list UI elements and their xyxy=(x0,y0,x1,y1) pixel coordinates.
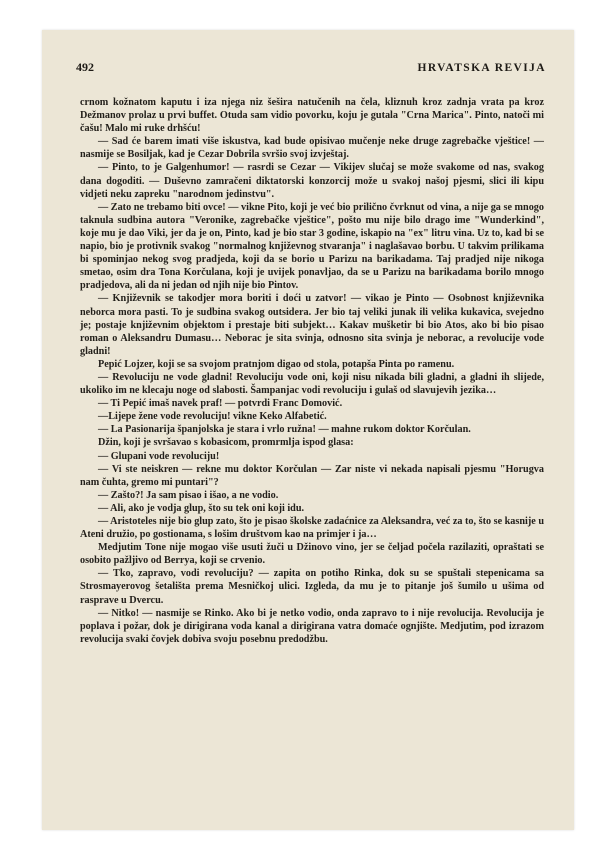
paragraph: —Lijepe žene vode revoluciju! vikne Keko Alfabetić. xyxy=(98,411,327,423)
paragraph: — Pinto, to je Galgenhumor! — rasrdi se Cezar — Vikijev slučaj se može svakome od nas, svakog dana dogoditi. — Duševno zamračeni diktatorski konzorcij može u svakoj našoj pjesmi, slici ili kipu vidjeti neku zapreku "narodnom jedinstvu". xyxy=(80,162,544,200)
paragraph: — Vi ste neiskren — rekne mu doktor Korčulan — Zar niste vi nekada napisali pjesmu "Horugva nam čuhta, gremo mi puntari"? xyxy=(80,463,544,488)
running-title: HRVATSKA REVIJA xyxy=(417,62,546,74)
paragraph: — Zašto?! Ja sam pisao i išao, a ne vodio. xyxy=(98,489,279,501)
paragraph: — Tko, zapravo, vodi revoluciju? — zapita on potiho Rinka, dok su se spuštali stepenicama sa Strosmayerovog šetališta prema Mesničkoj ulici. Izgleda, da mu je to pitanje još šumilo u ušima od rasprave u Dvercu. xyxy=(80,568,544,606)
paragraph: — Ali, ako je vodja glup, što su tek oni koji idu. xyxy=(98,502,305,514)
paragraph: — Glupani vode revoluciju! xyxy=(98,450,220,462)
paragraph: — Nitko! — nasmije se Rinko. Ako bi je netko vodio, onda zapravo to i nije revolucija. Revolucija je poplava i požar, dok je dirigirana voda kanal a dirigirana vatra domaće ognjište. Medjutim, pod izrazom revolucija svaki čovjek dobiva svoju posebnu predodžbu. xyxy=(80,607,544,645)
paragraph: Pepić Lojzer, koji se sa svojom pratnjom digao od stola, potapša Pinta po ramenu. xyxy=(98,358,455,370)
paragraph: — La Pasionarija španjolska je stara i vrlo ružna! — mahne rukom doktor Korčulan. xyxy=(98,424,471,436)
paragraph: crnom kožnatom kaputu i iza njega niz šešira natučenih na čela, kliznuh kroz zadnja vrata pa kroz Dežmanov prolaz u prvi buffet. Otuda sam vidio povorku, koju je gutala "Crna Marica". Pinto, natoči mi čašu! Malo mi ruke drhšću! xyxy=(80,97,544,135)
paragraph: — Revoluciju ne vode gladni! Revoluciju vode oni, koji nisu nikada bili gladni, a gladni ih slijede, ukoliko im ne klecaju noge od slabosti. Šampanjac vodi revoluciju i gulaš od slavujevih jezika… xyxy=(80,371,544,397)
paragraph: Džin, koji je svršavao s kobasicom, promrmlja ispod glasa: xyxy=(98,437,354,449)
paragraph: — Književnik se takodjer mora boriti i doći u zatvor! — vikao je Pinto — Osobnost književnika neborca mora pasti. To je sudbina svakog outsidera. Jer bio taj veliki junak ili velika kukavica, svejedno je; postaje književnim objektom i prestaje biti subjekt… Kakav mušketir bi bio Atos, ako bi bio pisao roman o Aleksandru Dumasu… Neborac je sita svinja, odnosno sita svinja je neborac, a revolucije vode gladni! xyxy=(80,293,544,357)
paragraph: Medjutim Tone nije mogao više usuti žuči u Džinovo vino, jer se čeljad počela razilaziti, opraštati se osobito pažljivo od Berrya, koji se crvenio. xyxy=(80,542,544,567)
book-page xyxy=(42,30,574,830)
paragraph: — Aristoteles nije bio glup zato, što je pisao školske zadaćnice za Aleksandra, već za to, što se kasnije u Ateni družio, po gostionama, s lošim društvom kao na primjer i ja… xyxy=(80,516,544,541)
paragraph: — Zato ne trebamo biti ovce! — vikne Pito, koji je već bio prilično čvrknut od vina, a nije ga se mnogo taknula sudbina autora "Veronike, zagrebačke vještice", pošto mu nije bilo drago ime "Wunderkind", koje mu je dao Viki, jer da je on, Pinto, kad je bio star 3 godine, iskapio na "ex" litru vina. Uz to, kad bi se napio, bio je protivnik svakog "normalnog književnog stvaranja" i naglašavao borbu. U takvim prilikama bi spominjao nekog svog pradjeda, koji da se borio u Parizu na barikadama. Taj pradjed nije nikoga smetao, osim dra Tona Korčulana, koji je uvijek ponavljao, da se u Parizu na barikadama borilo mnogo pradjedova, ali da ni jedan od njih nije bio Pintov. xyxy=(80,201,544,292)
paragraph: — Sad će barem imati više iskustva, kad bude opisivao mučenje neke druge zagrebačke vještice! — nasmije se Bosiljak, kad je Cezar Dobrila svršio svoj izvještaj. xyxy=(80,136,544,161)
body-text xyxy=(80,96,544,646)
page-number: 492 xyxy=(76,60,94,74)
page-header xyxy=(76,60,546,75)
paragraph: — Ti Pepić imaš navek praf! — potvrdi Franc Domović. xyxy=(98,398,343,410)
